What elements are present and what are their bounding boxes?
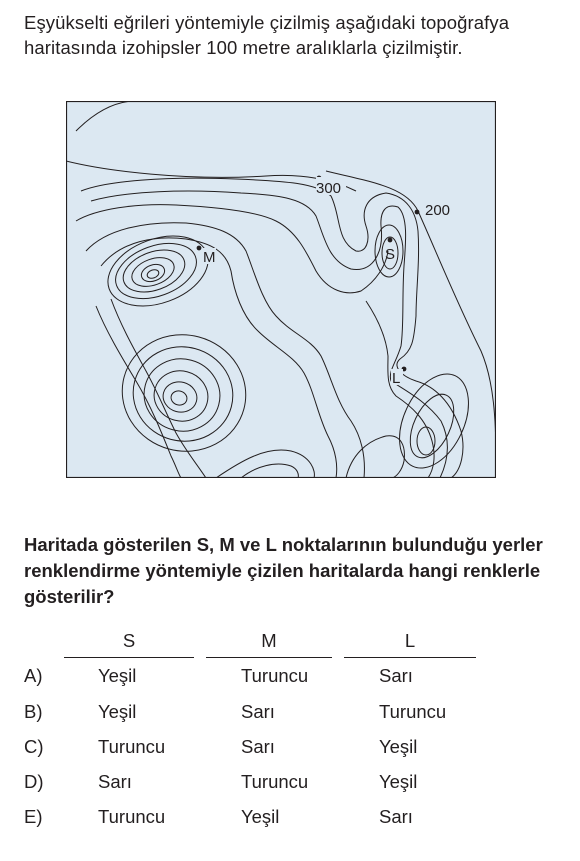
- intro-text: Eşyükselti eğrileri yöntemiyle çizilmiş aşağıdaki topoğrafya haritasında izohipsler 100 metre aralıklarla çizilmiştir.: [24, 12, 510, 58]
- point-m-dot: [197, 246, 202, 251]
- question-text: Haritada gösterilen S, M ve L noktalarının bulunduğu yerler renklendirme yöntemiyle çizilen haritalarda hangi renklerle gösterilir?: [24, 534, 543, 607]
- option-letter: C): [24, 736, 44, 757]
- option-s: Yeşil: [98, 701, 137, 722]
- label-300: 300: [316, 180, 342, 197]
- option-letter: A): [24, 665, 43, 686]
- option-m: Turuncu: [241, 665, 309, 686]
- point-s-dot: [388, 238, 393, 243]
- option-l: Yeşil: [379, 771, 418, 792]
- label-m: M: [203, 249, 216, 266]
- option-l: Turuncu: [379, 701, 447, 722]
- option-m: Yeşil: [241, 806, 280, 827]
- col-rule-s: [64, 657, 194, 658]
- label-200: 200: [425, 202, 451, 219]
- option-letter: D): [24, 771, 44, 792]
- option-l: Sarı: [379, 665, 413, 686]
- col-header-s: S: [122, 630, 136, 651]
- col-rule-l: [344, 657, 476, 658]
- option-letter: E): [24, 806, 43, 827]
- topographic-map: [66, 101, 496, 478]
- col-rule-m: [206, 657, 332, 658]
- label-l: L: [392, 370, 401, 387]
- label-s: S: [385, 246, 396, 263]
- col-header-m: M: [261, 630, 277, 651]
- option-s: Turuncu: [98, 806, 166, 827]
- option-m: Sarı: [241, 701, 275, 722]
- option-s: Yeşil: [98, 665, 137, 686]
- option-letter: B): [24, 701, 43, 722]
- contour-200-dot: [415, 210, 420, 215]
- option-s: Turuncu: [98, 736, 166, 757]
- option-m: Turuncu: [241, 771, 309, 792]
- col-header-l: L: [404, 630, 416, 651]
- option-m: Sarı: [241, 736, 275, 757]
- option-s: Sarı: [98, 771, 132, 792]
- option-l: Sarı: [379, 806, 413, 827]
- option-l: Yeşil: [379, 736, 418, 757]
